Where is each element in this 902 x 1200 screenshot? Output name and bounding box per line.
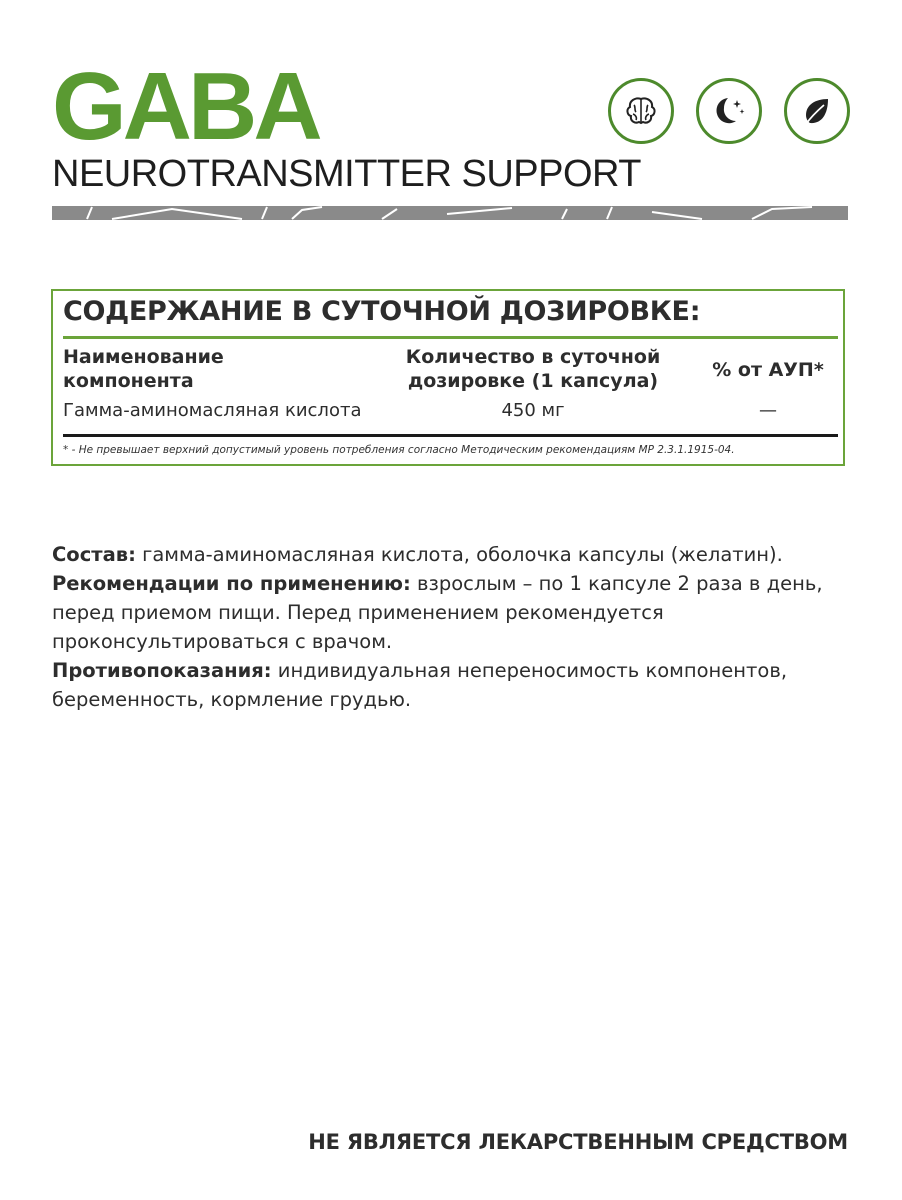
moon-stars-icon — [696, 78, 762, 144]
header-component: Наименование компонента — [63, 346, 224, 392]
product-info — [52, 540, 852, 714]
cell-amount: 450 мг — [501, 400, 565, 421]
leaf-icon — [784, 78, 850, 144]
contraindications — [52, 656, 852, 714]
footnote: * - Не превышает верхний допустимый уровень потребления согласно Методическим рекомендациям МР 2.3.1.1915-04. — [63, 444, 735, 456]
contra-label: Противопоказания: — [52, 659, 272, 682]
composition-label: Состав: — [52, 543, 136, 566]
contra-text: индивидуальная непереносимость компонентов, беременность, кормление грудью. — [52, 659, 788, 711]
header-amount: Количество в суточной дозировке (1 капсула) — [405, 346, 661, 392]
product-logo: GABA — [52, 53, 319, 160]
dosage-table — [51, 289, 845, 466]
title-divider — [63, 336, 838, 339]
brain-icon — [608, 78, 674, 144]
header-percent: % от АУП* — [712, 359, 824, 381]
cell-component: Гамма-аминомасляная кислота — [63, 400, 362, 421]
usage-label: Рекомендации по применению: — [52, 572, 411, 595]
cell-percent: — — [759, 400, 777, 421]
table-divider — [63, 434, 838, 437]
dosage-title: СОДЕРЖАНИЕ В СУТОЧНОЙ ДОЗИРОВКЕ: — [63, 296, 701, 327]
disclaimer: НЕ ЯВЛЯЕТСЯ ЛЕКАРСТВЕННЫМ СРЕДСТВОМ — [308, 1130, 848, 1154]
product-subtitle: NEUROTRANSMITTER SUPPORT — [52, 153, 642, 195]
composition — [52, 540, 852, 569]
usage — [52, 569, 852, 656]
feature-icons — [608, 78, 850, 144]
decorative-stripe — [52, 206, 848, 220]
composition-text: гамма-аминомасляная кислота, оболочка капсулы (желатин). — [142, 543, 783, 566]
usage-text: взрослым – по 1 капсуле 2 раза в день, перед приемом пищи. Перед применением рекомендуется проконсультироваться с врачом. — [52, 572, 823, 653]
